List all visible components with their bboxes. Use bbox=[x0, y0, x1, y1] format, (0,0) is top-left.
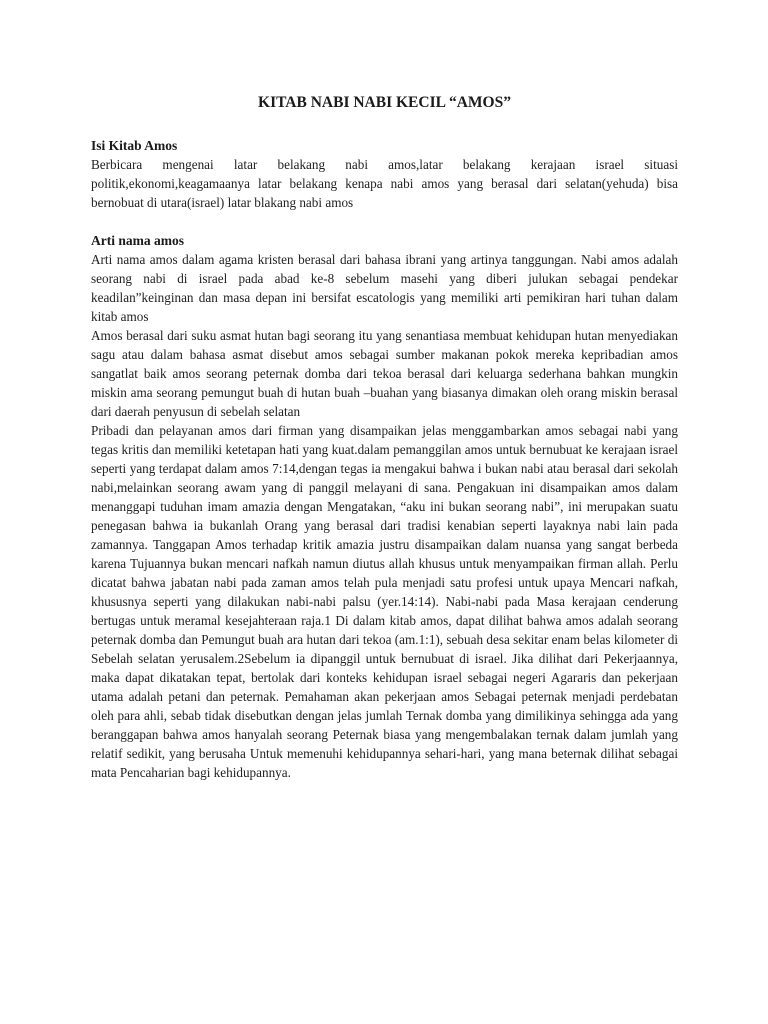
paragraph: Amos berasal dari suku asmat hutan bagi seorang itu yang senantiasa membuat kehidupan hutan menyediakan sagu atau dalam bahasa asmat disebut amos sebagai sumber makanan pokok mereka kepribadian amos sangatlat baik amos seorang peternak domba dari tekoa berasal dari keluarga sederhana bahkan mungkin miskin ama seorang pemungut buah di hutan buah –buahan yang biasanya dimakan oleh orang miskin berasal dari daerah penyusun di sebelah selatan bbox=[91, 328, 678, 419]
section-heading: Isi Kitab Amos bbox=[91, 138, 178, 153]
paragraph: Pribadi dan pelayanan amos dari firman yang disampaikan jelas menggambarkan amos sebagai nabi yang tegas kritis dan memiliki ketetapan hati yang kuat.dalam pemanggilan amos untuk bernubuat ke kerajaan israel seperti yang terdapat dalam amos 7:14,dengan tegas ia mengakui bahwa i bukan nabi atau berasal dari sekolah nabi,melainkan seorang awam yang di panggil melayani di sana. Pengakuan ini disampaikan amos dalam menanggapi tuduhan imam amazia dengan Mengatakan, “aku ini bukan seorang nabi”, ini merupakan suatu penegasan bahwa ia bukanlah Orang yang berasal dari tradisi kenabian seperti layaknya nabi lain pada zamannya. Tanggapan Amos terhadap kritik amazia justru disampaikan dalam nuansa yang sangat berbeda karena Tujuannya bukan mencari nafkah namun diutus allah khusus untuk menyampaikan firman allah. Perlu dicatat bahwa jabatan nabi pada zaman amos telah pula menjadi satu profesi untuk upaya Mencari nafkah, khususnya seperti yang dilakukan nabi-nabi palsu (yer.14:14). Nabi-nabi pada Masa kerajaan cenderung bertugas untuk meramal kesejahteraan raja.1 Di dalam kitab amos, dapat dilihat bahwa amos adalah seorang peternak domba dan Pemungut buah ara hutan dari tekoa (am.1:1), sebuah desa sekitar enam belas kilometer di Sebelah selatan yerusalem.2Sebelum ia dipanggil untuk bernubuat di israel. Jika dilihat dari Pekerjaannya, maka dapat dikatakan tepat, bertolak dari konteks kehidupan israel sebagai negeri Agararis dan pekerjaan utama adalah petani dan peternak. Pemahaman akan pekerjaan amos Sebagai peternak menjadi perdebatan oleh para ahli, sebab tidak disebutkan dengan jelas jumlah Ternak domba yang dimilikinya sehingga ada yang beranggapan bahwa amos hanyalah seorang Peternak biasa yang mengembalakan ternak dalam jumlah yang relatif sedikit, yang berusaha Untuk memenuhi kehidupannya sehari-hari, yang mana beternak dilihat sebagai mata Pencaharian bagi kehidupannya. bbox=[91, 423, 678, 780]
section-isi-kitab bbox=[91, 136, 678, 212]
section-heading: Arti nama amos bbox=[91, 233, 184, 248]
paragraph: Berbicara mengenai latar belakang nabi amos,latar belakang kerajaan israel situasi politik,ekonomi,keagamaanya latar belakang kenapa nabi amos yang berasal dari selatan(yehuda) bisa bernobuat di utara(israel) latar blakang nabi amos bbox=[91, 157, 678, 210]
document-title: KITAB NABI NABI KECIL “AMOS” bbox=[258, 94, 511, 111]
section-arti-nama bbox=[91, 231, 678, 782]
paragraph: Arti nama amos dalam agama kristen berasal dari bahasa ibrani yang artinya tanggungan. Nabi amos adalah seorang nabi di israel pada abad ke-8 sebelum masehi yang diberi julukan sebagai pendekar keadilan”keinginan dan masa depan ini bersifat escatologis yang memiliki arti pemikiran hari tuhan dalam kitab amos bbox=[91, 252, 678, 324]
document-page bbox=[91, 93, 678, 801]
